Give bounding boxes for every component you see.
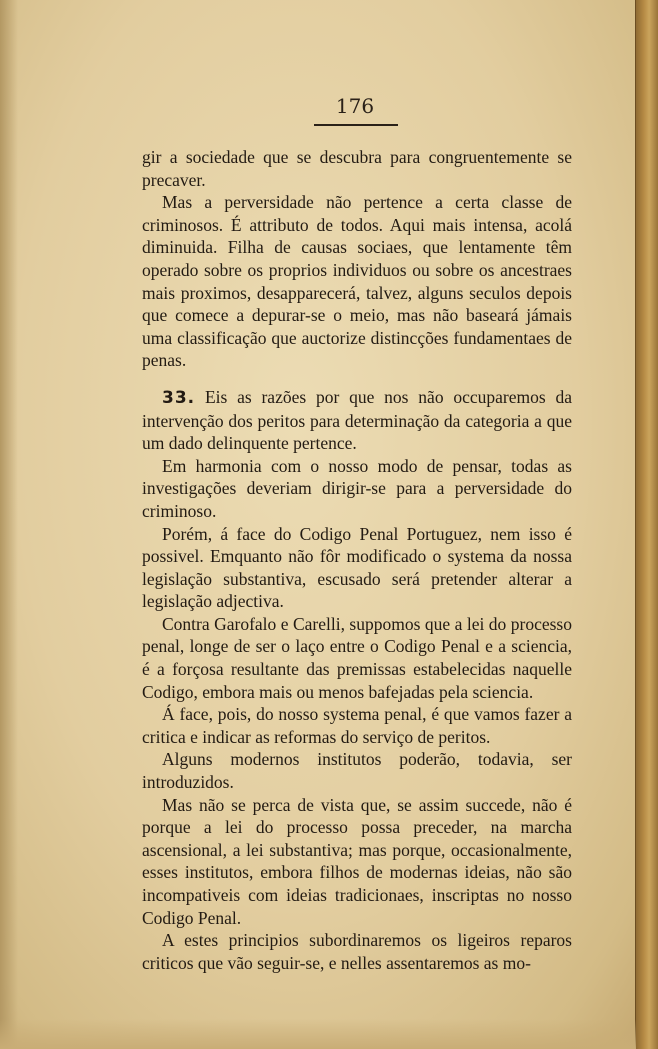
section-number: 33.	[162, 387, 196, 408]
paragraph: Á face, pois, do nosso systema penal, é que vamos fazer a critica e indicar as reformas do serviço de peritos.	[142, 704, 572, 747]
paragraph: A estes principios subordinaremos os ligeiros reparos criticos que vão seguir-se, e nelles assentaremos as mo-	[142, 930, 572, 973]
paragraph: Contra Garofalo e Carelli, suppomos que a lei do processo penal, longe de ser o laço entre o Codigo Penal e a sciencia, é a forçosa resultante das premissas estabelecidas naquelle Codigo, embora mais ou menos bafejadas pela sciencia.	[142, 613, 572, 702]
paragraph: Alguns modernos institutos poderão, todavia, ser introduzidos.	[142, 749, 572, 793]
section-paragraph	[142, 386, 572, 455]
paragraph-text: Eis as razões por que nos não occuparemos da intervenção dos peritos para determinação da categoria a que um dado delinquente pertence.	[142, 386, 573, 454]
page-number: 176	[335, 94, 375, 118]
body-text	[142, 146, 572, 974]
paragraph: gir a sociedade que se descubra para congruentemente se precaver.	[142, 147, 572, 190]
paragraph: Porém, á face do Codigo Penal Portuguez, nem isso é possivel. Emquanto não fôr modificado o systema da nossa legislação substantiva, escusado será pretender alterar a legislação adjectiva.	[142, 523, 572, 612]
bottom-shading	[0, 1019, 636, 1049]
spine-shadow	[0, 0, 18, 1049]
header-rule	[314, 124, 398, 126]
paragraph: Mas a perversidade não pertence a certa classe de criminosos. É attributo de todos. Aqui mais intensa, acolá diminuida. Filha de causas sociaes, que lentamente têm operado sobre os proprios individuos ou sobre os ancestraes mais proximos, desapparecerá, talvez, alguns seculos depois que comece a depurar-se o meio, mas não baseará jámais uma classificação que auctorize distincções fundamentaes de penas.	[142, 192, 572, 371]
page-edge-strip	[635, 0, 658, 1049]
paragraph: Mas não se perca de vista que, se assim succede, não é porque a lei do processo possa preceder, na marcha ascensional, a lei substantiva; mas porque, occasionalmente, esses institutos, embora filhos de modernas ideias, não são incompativeis com ideias tradicionaes, inscriptas no nosso Codigo Penal.	[142, 794, 572, 928]
paragraph: Em harmonia com o nosso modo de pensar, todas as investigações deveriam dirigir-se para a perversidade do criminoso.	[142, 455, 572, 521]
